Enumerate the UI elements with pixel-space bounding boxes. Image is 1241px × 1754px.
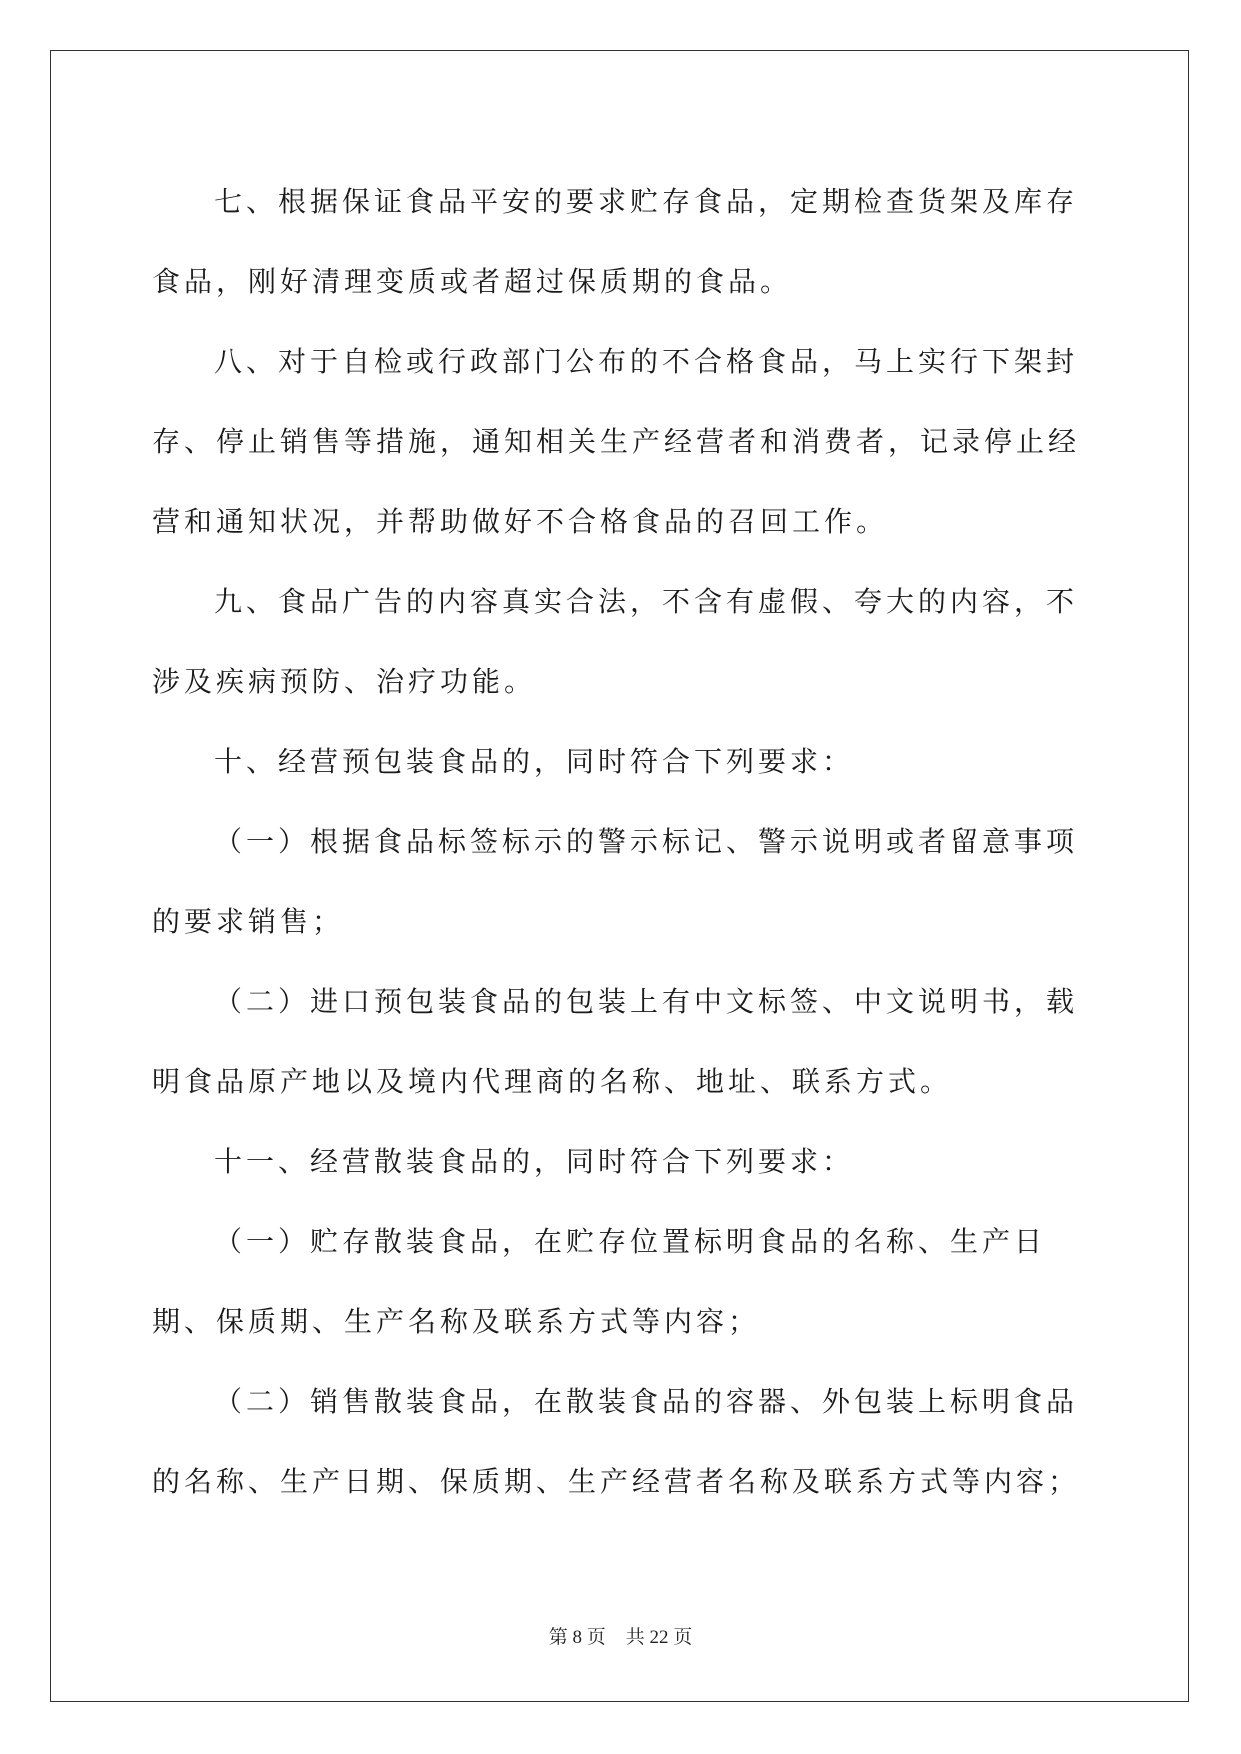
total-pages: 共 22 页 — [625, 1627, 693, 1648]
document-body — [152, 162, 1092, 1522]
paragraph-10-item-1: （一）根据食品标签标示的警示标记、警示说明或者留意事项的要求销售； — [152, 825, 1079, 938]
paragraph-9: 九、食品广告的内容真实合法，不含有虚假、夸大的内容，不涉及疾病预防、治疗功能。 — [152, 585, 1079, 698]
paragraph-11-item-2: （二）销售散装食品，在散装食品的容器、外包装上标明食品的名称、生产日期、保质期、生产经营者名称及联系方式等内容； — [152, 1385, 1081, 1498]
paragraph-7: 七、根据保证食品平安的要求贮存食品，定期检查货架及库存食品，刚好清理变质或者超过保质期的食品。 — [152, 185, 1079, 298]
paragraph-11-item-1: （一）贮存散装食品，在贮存位置标明食品的名称、生产日期、保质期、生产名称及联系方式等内容； — [152, 1225, 1047, 1338]
current-page-number: 第 8 页 — [548, 1627, 606, 1648]
paragraph-10-item-2: （二）进口预包装食品的包装上有中文标签、中文说明书，载明食品原产地以及境内代理商的名称、地址、联系方式。 — [152, 985, 1079, 1098]
paragraph-11: 十一、经营散装食品的，同时符合下列要求： — [214, 1145, 855, 1178]
paragraph-8: 八、对于自检或行政部门公布的不合格食品，马上实行下架封存、停止销售等措施，通知相关生产经营者和消费者，记录停止经营和通知状况，并帮助做好不合格食品的召回工作。 — [152, 345, 1081, 538]
page-footer — [0, 1622, 1241, 1649]
paragraph-10: 十、经营预包装食品的，同时符合下列要求： — [214, 745, 855, 778]
